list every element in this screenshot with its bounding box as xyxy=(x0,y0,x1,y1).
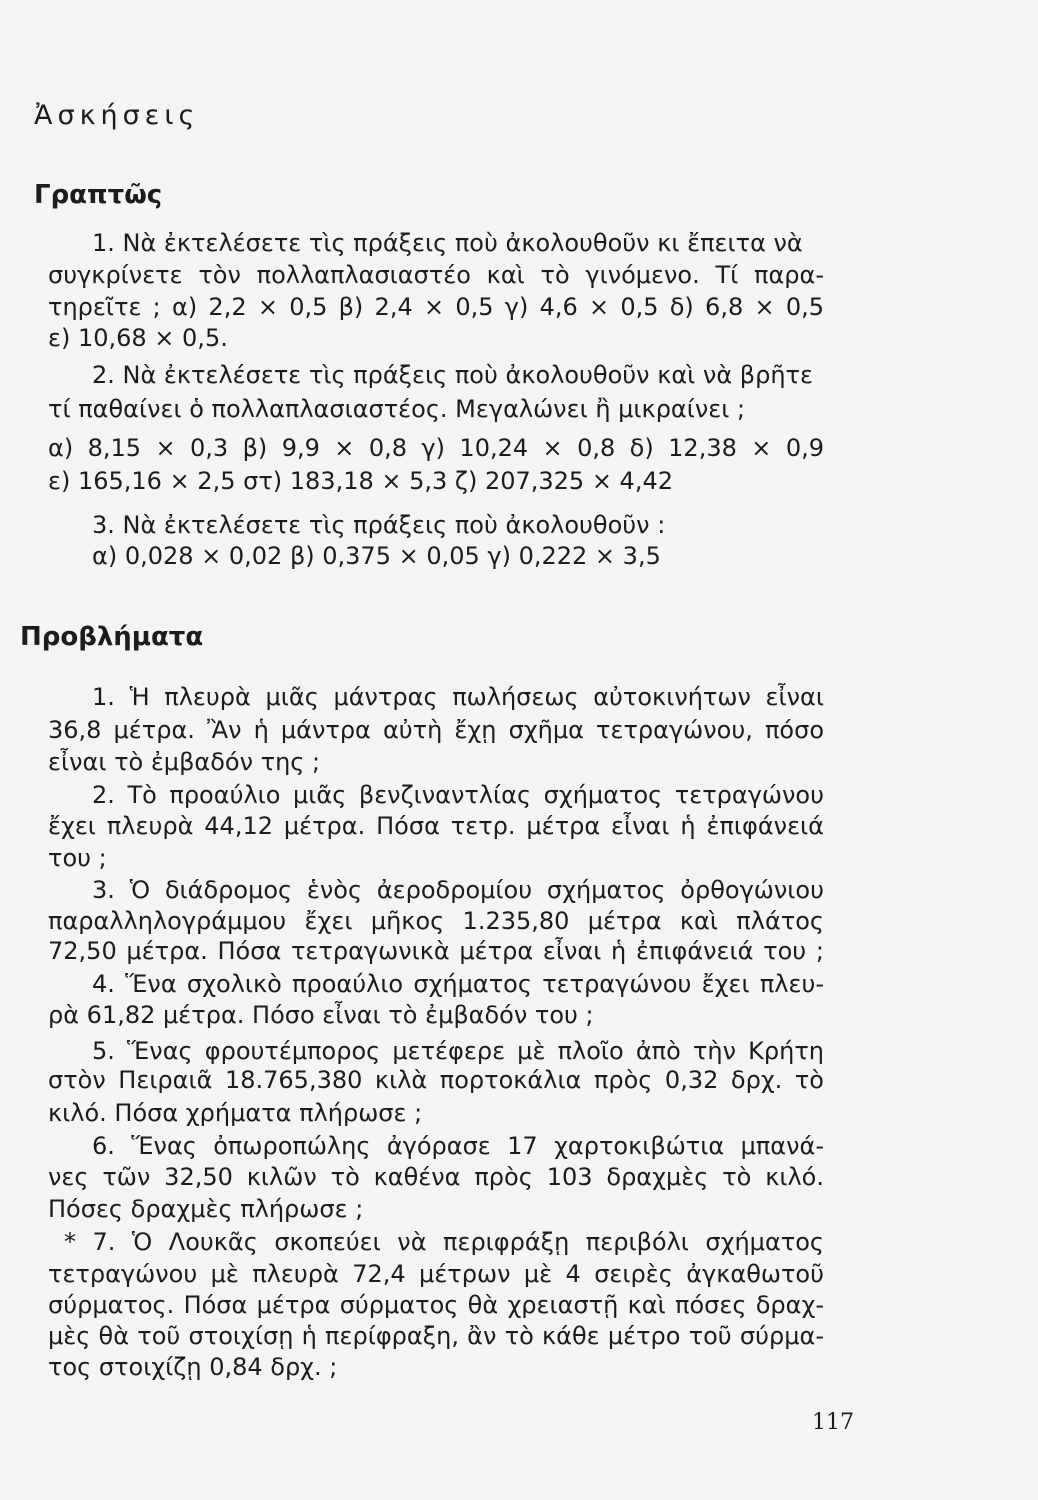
exercise-line: α) 0,028 × 0,02 β) 0,375 × 0,05 γ) 0,222 × 3,5 xyxy=(92,542,661,570)
exercise-line: 2. Νὰ ἐκτελέσετε τὶς πράξεις ποὺ ἀκολουθοῦν καὶ νὰ βρῆτε xyxy=(92,361,813,389)
problem-line: 36,8 μέτρα. Ἂν ἡ μάντρα αὐτὴ ἔχῃ σχῆμα τετραγώνου, πόσο xyxy=(48,716,824,744)
problem-line: Πόσες δραχμὲς πλήρωσε ; xyxy=(48,1195,364,1223)
problem-line: παραλληλογράμμου ἔχει μῆκος 1.235,80 μέτρα καὶ πλάτος xyxy=(48,907,824,935)
problem-line: 72,50 μέτρα. Πόσα τετραγωνικὰ μέτρα εἶναι ἡ ἐπιφάνειά του ; xyxy=(48,937,824,965)
problem-line: ρὰ 61,82 μέτρα. Πόσο εἶναι τὸ ἐμβαδόν του ; xyxy=(48,1001,594,1029)
exercise-line: ε) 10,68 × 0,5. xyxy=(48,324,228,352)
page-number: 117 xyxy=(812,1410,854,1435)
problem-line: του ; xyxy=(48,844,107,872)
problem-line: 6. Ἕνας ὀπωροπώλης ἀγόρασε 17 χαρτοκιβώτια μπανά- xyxy=(92,1132,824,1160)
exercise-line: τηρεῖτε ; α) 2,2 × 0,5 β) 2,4 × 0,5 γ) 4,6 × 0,5 δ) 6,8 × 0,5 xyxy=(48,293,824,321)
problem-line: 4. Ἕνα σχολικὸ προαύλιο σχήματος τετραγώνου ἔχει πλευ- xyxy=(92,970,824,998)
problem-line: 5. Ἕνας φρουτέμπορος μετέφερε μὲ πλοῖο ἀπὸ τὴν Κρήτη xyxy=(92,1037,824,1065)
problem-line: τος στοιχίζῃ 0,84 δρχ. ; xyxy=(48,1353,338,1381)
problem-line: 1. Ἡ πλευρὰ μιᾶς μάντρας πωλήσεως αὐτοκινήτων εἶναι xyxy=(92,683,824,711)
written-exercises-heading: Γραπτῶς xyxy=(34,180,163,210)
exercise-line: ε) 165,16 × 2,5 στ) 183,18 × 5,3 ζ) 207,325 × 4,42 xyxy=(48,467,673,495)
exercise-line: τί παθαίνει ὁ πολλαπλασιαστέος. Μεγαλώνει ἢ μικραίνει ; xyxy=(48,395,746,423)
problem-line: στὸν Πειραιᾶ 18.765,380 κιλὰ πορτοκάλια πρὸς 0,32 δρχ. τὸ xyxy=(48,1066,824,1094)
exercise-line: 1. Νὰ ἐκτελέσετε τὶς πράξεις ποὺ ἀκολουθοῦν κι ἔπειτα νὰ xyxy=(92,229,803,257)
problem-line: σύρματος. Πόσα μέτρα σύρματος θὰ χρειαστῇ καὶ πόσες δραχ- xyxy=(48,1291,824,1319)
problem-line: τετραγώνου μὲ πλευρὰ 72,4 μέτρων μὲ 4 σειρὲς ἀγκαθωτοῦ xyxy=(48,1260,824,1288)
problems-heading: Προβλήματα xyxy=(20,622,204,652)
problem-line: 2. Τὸ προαύλιο μιᾶς βενζιναντλίας σχήματος τετραγώνου xyxy=(92,781,824,809)
problem-line: ἔχει πλευρὰ 44,12 μέτρα. Πόσα τετρ. μέτρα εἶναι ἡ ἐπιφάνειά xyxy=(48,812,824,840)
problem-line: εἶναι τὸ ἐμβαδόν της ; xyxy=(48,748,321,776)
problem-line: μὲς θὰ τοῦ στοιχίσῃ ἡ περίφραξη, ἂν τὸ κάθε μέτρο τοῦ σύρμα- xyxy=(48,1322,824,1350)
problem-line: κιλό. Πόσα χρήματα πλήρωσε ; xyxy=(48,1099,423,1127)
problem-line: νες τῶν 32,50 κιλῶν τὸ καθένα πρὸς 103 δραχμὲς τὸ κιλό. xyxy=(48,1163,824,1191)
exercise-line: συγκρίνετε τὸν πολλαπλασιαστέο καὶ τὸ γινόμενο. Τί παρα- xyxy=(48,261,824,289)
section-heading: Ἀσκήσεις xyxy=(34,100,200,131)
exercise-line: 3. Νὰ ἐκτελέσετε τὶς πράξεις ποὺ ἀκολουθοῦν : xyxy=(92,511,666,539)
problem-line: 3. Ὁ διάδρομος ἑνὸς ἀεροδρομίου σχήματος ὀρθογώνιου xyxy=(92,876,824,904)
problem-line: * 7. Ὁ Λουκᾶς σκοπεύει νὰ περιφράξῃ περιβόλι σχήματος xyxy=(64,1228,824,1256)
exercise-line: α) 8,15 × 0,3 β) 9,9 × 0,8 γ) 10,24 × 0,8 δ) 12,38 × 0,9 xyxy=(48,434,824,462)
